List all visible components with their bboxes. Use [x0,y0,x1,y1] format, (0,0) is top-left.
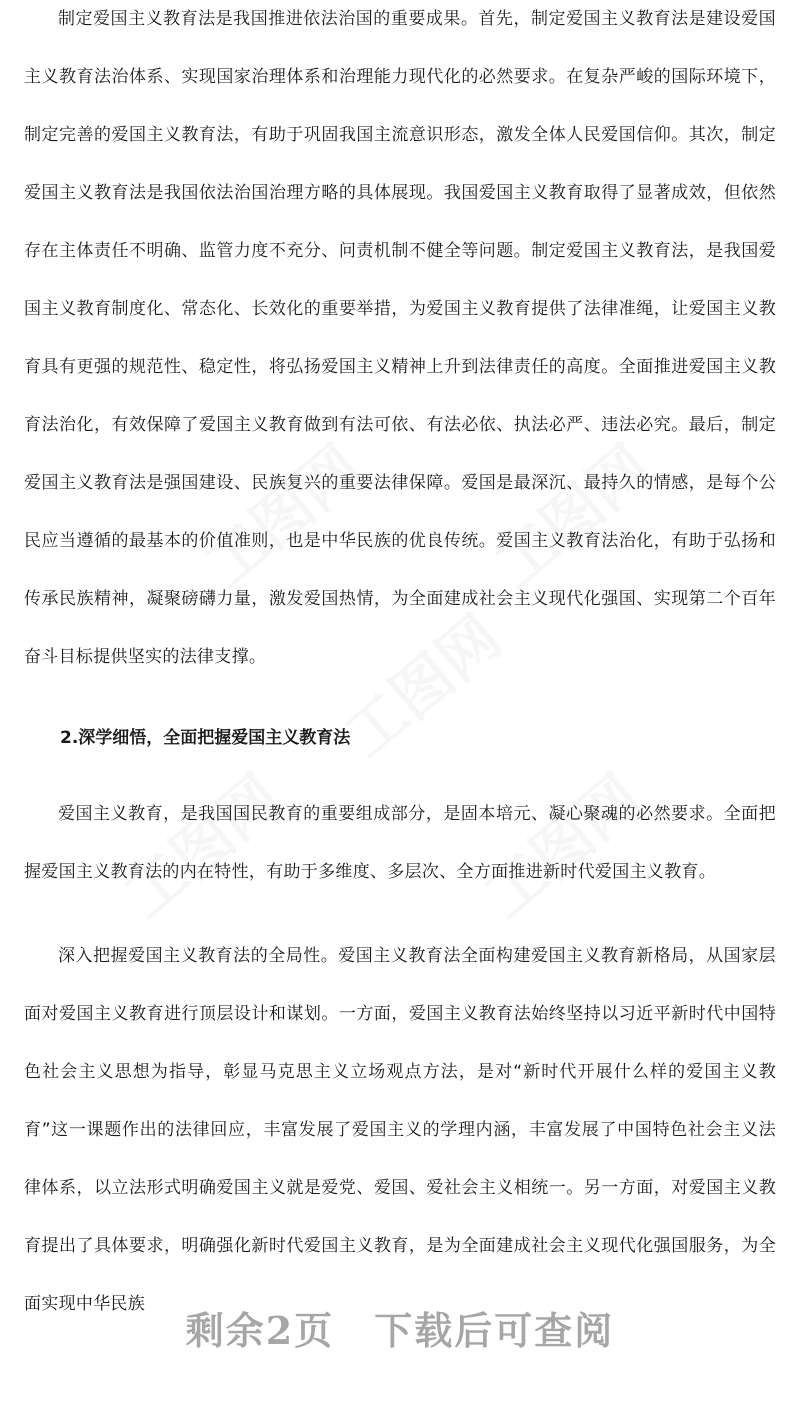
document-body [24,0,776,1333]
paragraph-intro: 爱国主义教育，是我国国民教育的重要组成部分，是固本培元、凝心聚魂的必然要求。全面把握爱国主义教育法的内在特性，有助于多维度、多层次、全方面推进新时代爱国主义教育。 [24,804,776,882]
download-prompt[interactable] [0,1300,800,1355]
paragraph-legal-significance: 制定爱国主义教育法是我国推进依法治国的重要成果。首先，制定爱国主义教育法是建设爱国主义教育法治体系、实现国家治理体系和治理能力现代化的必然要求。在复杂严峻的国际环境下，制定完善的爱国主义教育法，有助于巩固我国主流意识形态，激发全体人民爱国信仰。其次，制定爱国主义教育法是我国依法治国治理方略的具体展现。我国爱国主义教育取得了显著成效，但依然存在主体责任不明确、监管力度不充分、问责机制不健全等问题。制定爱国主义教育法，是我国爱国主义教育制度化、常态化、长效化的重要举措，为爱国主义教育提供了法律准绳，让爱国主义教育具有更强的规范性、稳定性，将弘扬爱国主义精神上升到法律责任的高度。全面推进爱国主义教育法治化，有效保障了爱国主义教育做到有法可依、有法必依、执法必严、违法必究。最后，制定爱国主义教育法是强国建设、民族复兴的重要法律保障。爱国是最深沉、最持久的情感，是每个公民应当遵循的最基本的价值准则，也是中华民族的优良传统。爱国主义教育法治化，有助于弘扬和传承民族精神，凝聚磅礴力量，激发爱国热情，为全面建成社会主义现代化强国、实现第二个百年奋斗目标提供坚实的法律支撑。 [24,9,776,667]
paragraph-overall-nature: 深入把握爱国主义教育法的全局性。爱国主义教育法全面构建爱国主义教育新格局，从国家层面对爱国主义教育进行顶层设计和谋划。一方面，爱国主义教育法始终坚持以习近平新时代中国特色社会主义思想为指导，彰显马克思主义立场观点方法，是对“新时代开展什么样的爱国主义教育”这一课题作出的法律回应，丰富发展了爱国主义的学理内涵，丰富发展了中国特色社会主义法律体系，以立法形式明确爱国主义就是爱党、爱国、爱社会主义相统一。另一方面，对爱国主义教育提出了具体要求，明确强化新时代爱国主义教育，是为全面建成社会主义现代化强国服务，为全面实现中华民族 [24,946,776,1314]
section-heading: 2.深学细悟，全面把握爱国主义教育法 [60,728,351,748]
remaining-pages-label: 剩余2页 [185,1308,335,1353]
download-hint-label: 下载后可查阅 [374,1308,615,1353]
